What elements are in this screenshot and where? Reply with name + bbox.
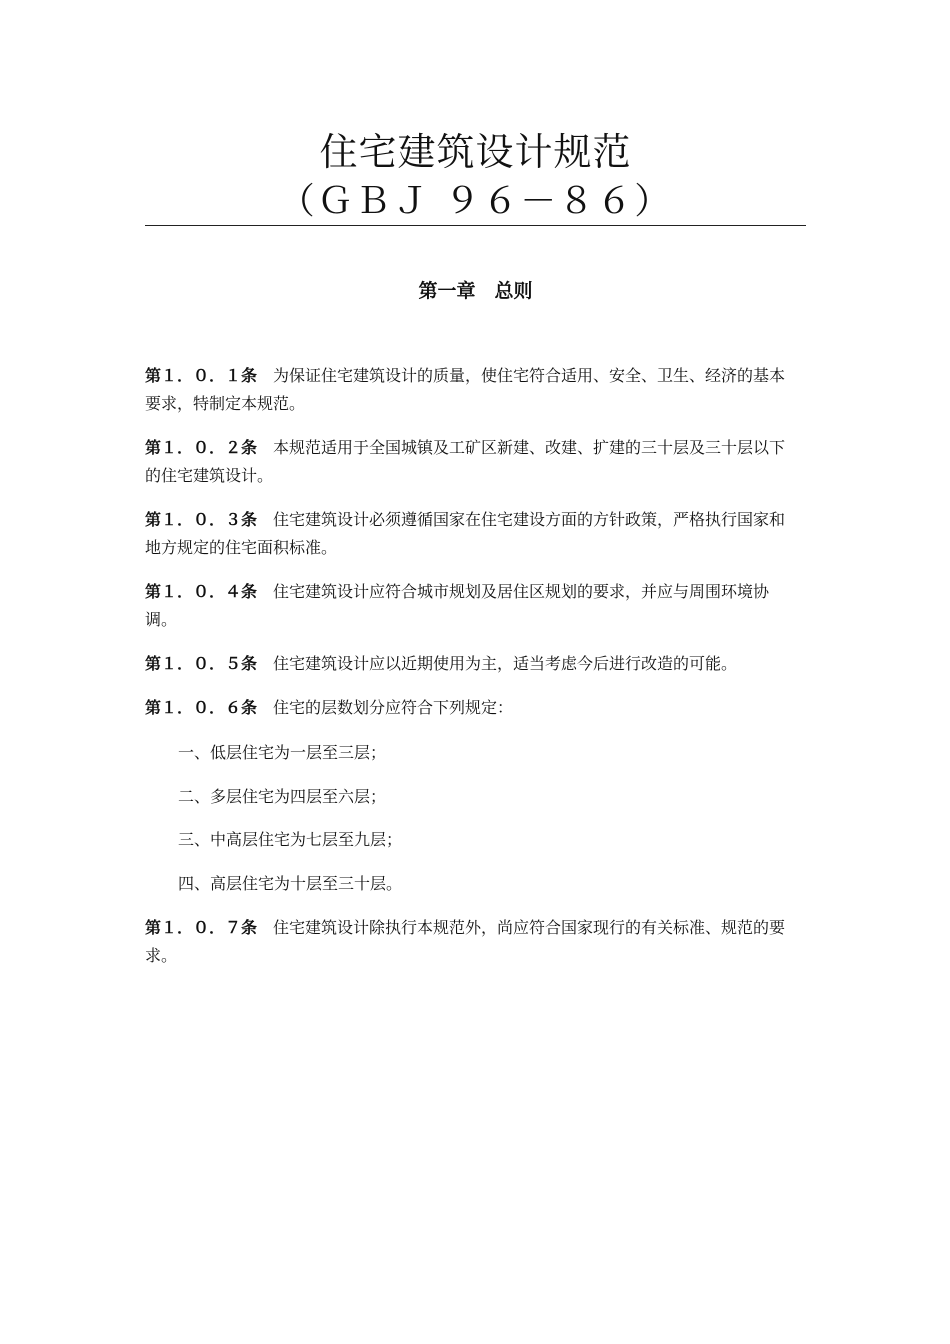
- list-item: 二、多层住宅为四层至六层；: [178, 787, 387, 806]
- title-divider: [145, 225, 806, 226]
- document-title: 住宅建筑设计规范: [319, 130, 632, 174]
- article-1-0-7: [145, 914, 800, 970]
- article-number: 第１．０．６条: [145, 698, 258, 717]
- article-1-0-6: [145, 694, 800, 722]
- article-number: 第１．０．７条: [145, 918, 258, 937]
- article-text: 住宅建筑设计除执行本规范外，尚应符合国家现行的有关标准、规范的要求。: [145, 918, 786, 965]
- article-text: 住宅建筑设计必须遵循国家在住宅建设方面的方针政策，严格执行国家和地方规定的住宅面积标准。: [145, 510, 786, 557]
- article-text: 住宅建筑设计应符合城市规划及居住区规划的要求，并应与周围环境协调。: [145, 582, 770, 629]
- article-1-0-4: [145, 578, 800, 634]
- article-number: 第１．０．１条: [145, 366, 258, 385]
- article-text: 住宅建筑设计应以近期使用为主，适当考虑今后进行改造的可能。: [273, 654, 738, 673]
- article-text: 为保证住宅建筑设计的质量，使住宅符合适用、安全、卫生、经济的基本要求，特制定本规范。: [145, 366, 786, 413]
- list-item: 一、低层住宅为一层至三层；: [178, 743, 387, 762]
- list-item: 三、中高层住宅为七层至九层；: [178, 830, 403, 849]
- article-text: 本规范适用于全国城镇及工矿区新建、改建、扩建的三十层及三十层以下的住宅建筑设计。: [145, 438, 786, 485]
- article-number: 第１．０．３条: [145, 510, 258, 529]
- document-code: （ＧＢＪ ９６－８６）: [278, 181, 673, 222]
- article-number: 第１．０．４条: [145, 582, 258, 601]
- article-1-0-2: [145, 434, 800, 490]
- article-1-0-3: [145, 506, 800, 562]
- list-item: 四、高层住宅为十层至三十层。: [178, 874, 403, 893]
- article-number: 第１．０．２条: [145, 438, 258, 457]
- article-1-0-1: [145, 362, 800, 418]
- article-number: 第１．０．５条: [145, 654, 258, 673]
- article-1-0-5: [145, 650, 800, 678]
- article-text: 住宅的层数划分应符合下列规定：: [273, 698, 514, 717]
- chapter-heading: 第一章 总则: [418, 280, 533, 302]
